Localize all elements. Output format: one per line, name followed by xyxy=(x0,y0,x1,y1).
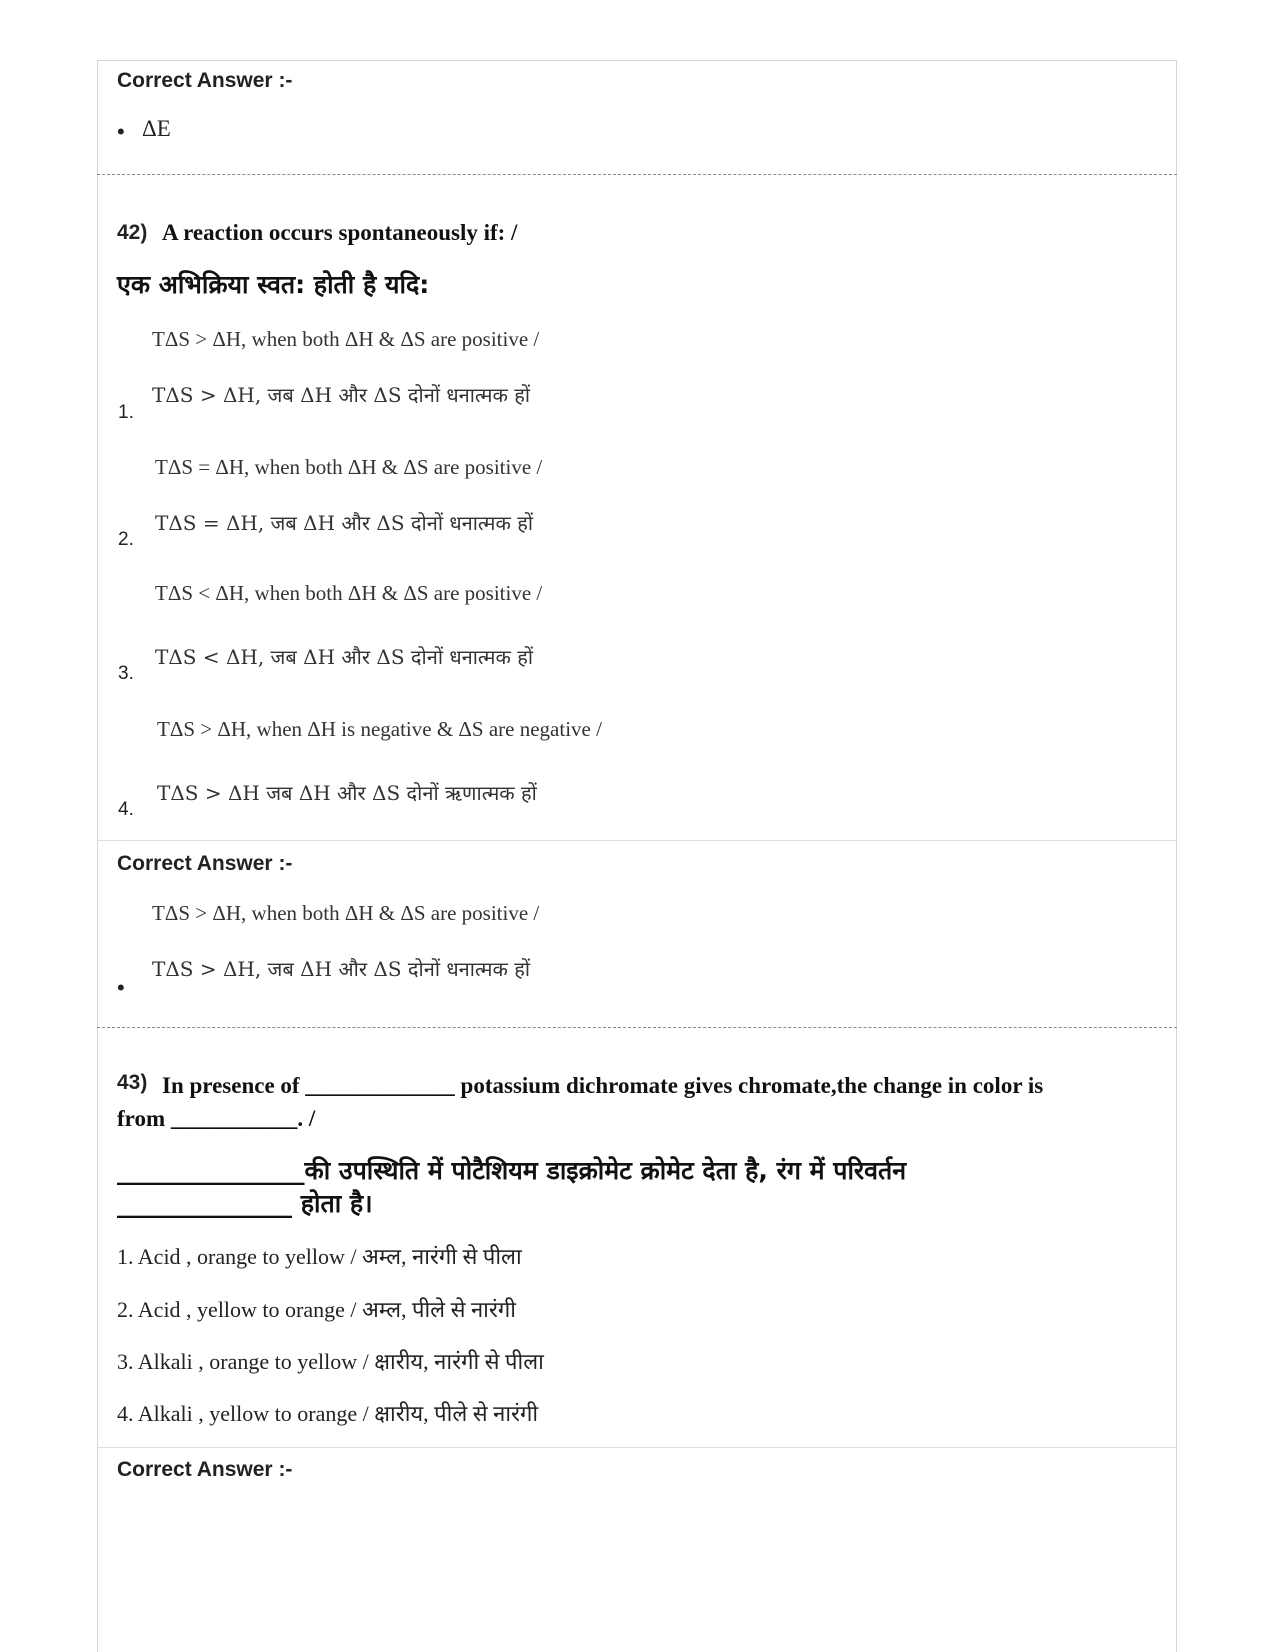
q41-answer-bullet: • xyxy=(117,119,125,144)
answer-separator xyxy=(98,840,1176,841)
q42-text-hi: एक अभिक्रिया स्वत: होती है यदि: xyxy=(117,270,430,299)
q43-option-3: 3. Alkali , orange to yellow / क्षारीय, नारंगी से पीला xyxy=(117,1349,544,1374)
q42-option-2-en: TΔS = ΔH, when both ΔH & ΔS are positive / xyxy=(155,455,543,479)
q42-correct-en: TΔS > ΔH, when both ΔH & ΔS are positive / xyxy=(152,901,540,925)
q41-answer: ΔE xyxy=(142,116,171,141)
q43-correct-answer-label: Correct Answer :- xyxy=(117,1458,293,1481)
q43-option-4: 4. Alkali , yellow to orange / क्षारीय, पीले से नारंगी xyxy=(117,1401,539,1426)
q42-number: 42) xyxy=(117,221,148,244)
q43-text-hi-line1: _______________की उपस्थिति में पोटैशियम डाइक्रोमेट क्रोमेट देता है, रंग में परिवर्तन xyxy=(117,1156,907,1185)
q41-correct-answer-label: Correct Answer :- xyxy=(117,69,293,92)
q42-option-4-hi: TΔS > ΔH जब ΔH और ΔS दोनों ऋणात्मक हों xyxy=(157,781,537,805)
q42-option-3-hi: TΔS < ΔH, जब ΔH और ΔS दोनों धनात्मक हों xyxy=(155,645,534,669)
q42-option-2-number: 2. xyxy=(118,529,134,550)
q42-option-4-number: 4. xyxy=(118,799,134,820)
q43-option-1: 1. Acid , orange to yellow / अम्ल, नारंगी से पीला xyxy=(117,1244,522,1269)
q43-number: 43) xyxy=(117,1071,148,1094)
q42-option-2-hi: TΔS = ΔH, जब ΔH और ΔS दोनों धनात्मक हों xyxy=(155,511,534,535)
q42-option-3-number: 3. xyxy=(118,663,134,684)
answer-separator xyxy=(98,1447,1176,1448)
q42-option-4-en: TΔS > ΔH, when ΔH is negative & ΔS are negative / xyxy=(157,717,602,741)
q43-text-en-line2: from ___________. / xyxy=(117,1106,316,1131)
q42-correct-answer-label: Correct Answer :- xyxy=(117,852,293,875)
q42-option-1-number: 1. xyxy=(118,402,134,423)
q42-correct-hi: TΔS > ΔH, जब ΔH और ΔS दोनों धनात्मक हों xyxy=(152,957,531,981)
q43-text-en-line1: In presence of _____________ potassium dichromate gives chromate,the change in color is xyxy=(162,1073,1044,1098)
q42-option-1-en: TΔS > ΔH, when both ΔH & ΔS are positive / xyxy=(152,327,540,351)
q43-text-hi-line2: ______________ होता है। xyxy=(117,1189,373,1218)
q42-text-en: A reaction occurs spontaneously if: / xyxy=(162,220,518,245)
q42-option-3-en: TΔS < ΔH, when both ΔH & ΔS are positive / xyxy=(155,581,543,605)
question-separator xyxy=(97,174,1177,175)
question-page xyxy=(97,60,1177,1652)
q42-option-1-hi: TΔS > ΔH, जब ΔH और ΔS दोनों धनात्मक हों xyxy=(152,383,531,407)
q43-option-2: 2. Acid , yellow to orange / अम्ल, पीले से नारंगी xyxy=(117,1297,516,1322)
q42-correct-bullet: • xyxy=(117,975,125,1000)
question-separator xyxy=(97,1027,1177,1028)
